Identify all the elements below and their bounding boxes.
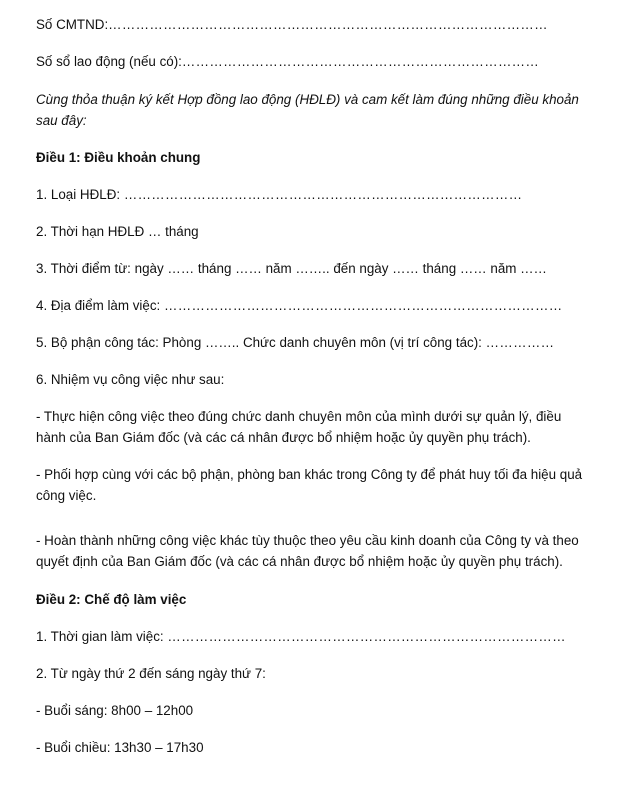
item-label: 2. Từ ngày thứ 2 đến sáng ngày thứ 7:: [36, 666, 266, 681]
article-1-item: [36, 333, 554, 353]
article-1-item: [36, 370, 224, 390]
item-label: 1. Loại HĐLĐ:: [36, 187, 124, 202]
item-label: 4. Địa điểm làm việc:: [36, 298, 164, 313]
item-label: 3. Thời điểm từ: ngày …… tháng …… năm …….. đến ngày …… tháng …… năm ……: [36, 261, 547, 276]
article-1-item: [36, 296, 562, 316]
agreement-paragraph: Cùng thỏa thuận ký kết Hợp đồng lao động (HĐLĐ) và cam kết làm đúng những điều khoản sau đây:: [36, 92, 579, 128]
labor-book-label: Số sổ lao động (nếu có):: [36, 54, 182, 69]
labor-book-blank: ……………………………………………………………………: [181, 54, 540, 69]
article-1-heading: Điều 1: Điều khoản chung: [36, 150, 201, 165]
article-2-item: [36, 664, 266, 684]
item-blank: ……………: [485, 335, 555, 350]
id-number-blank: ……………………………………………………………………………………: [108, 17, 548, 32]
item-label: 6. Nhiệm vụ công việc như sau:: [36, 372, 225, 387]
article-1-item: [36, 185, 522, 205]
item-label: - Buổi chiều: 13h30 – 17h30: [36, 740, 204, 755]
item-label: 5. Bộ phận công tác: Phòng …….. Chức danh chuyên môn (vị trí công tác):: [36, 335, 486, 350]
item-blank: ……………………………………………………………………………: [167, 629, 566, 644]
labor-book-line: [36, 52, 539, 72]
item-label: 1. Thời gian làm việc:: [36, 629, 168, 644]
article-2-item: [36, 738, 204, 758]
article-2-item: [36, 627, 566, 647]
id-number-label: Số CMTND:: [36, 17, 109, 32]
id-number-line: [36, 15, 548, 35]
duty-item: - Hoàn thành những công việc khác tùy thuộc theo yêu cầu kinh doanh của Công ty và theo quyết định của Ban Giám đốc (và các cá nhân được bổ nhiệm hoặc ủy quyền phụ trách).: [36, 533, 579, 569]
duty-item: - Thực hiện công việc theo đúng chức danh chuyên môn của mình dưới sự quản lý, điều hành của Ban Giám đốc (và các cá nhân được bổ nhiệm hoặc ủy quyền phụ trách).: [36, 409, 562, 445]
article-2-heading: Điều 2: Chế độ làm việc: [36, 592, 187, 607]
article-1-item: [36, 222, 199, 242]
article-1-item: [36, 259, 547, 279]
item-blank: ……………………………………………………………………………: [164, 298, 563, 313]
item-blank: ……………………………………………………………………………: [123, 187, 523, 202]
item-label: - Buổi sáng: 8h00 – 12h00: [36, 703, 194, 718]
item-label: 2. Thời hạn HĐLĐ … tháng: [36, 224, 199, 239]
duty-item: - Phối hợp cùng với các bộ phận, phòng ban khác trong Công ty để phát huy tối đa hiệu quả công việc.: [36, 467, 583, 503]
article-2-item: [36, 701, 193, 721]
